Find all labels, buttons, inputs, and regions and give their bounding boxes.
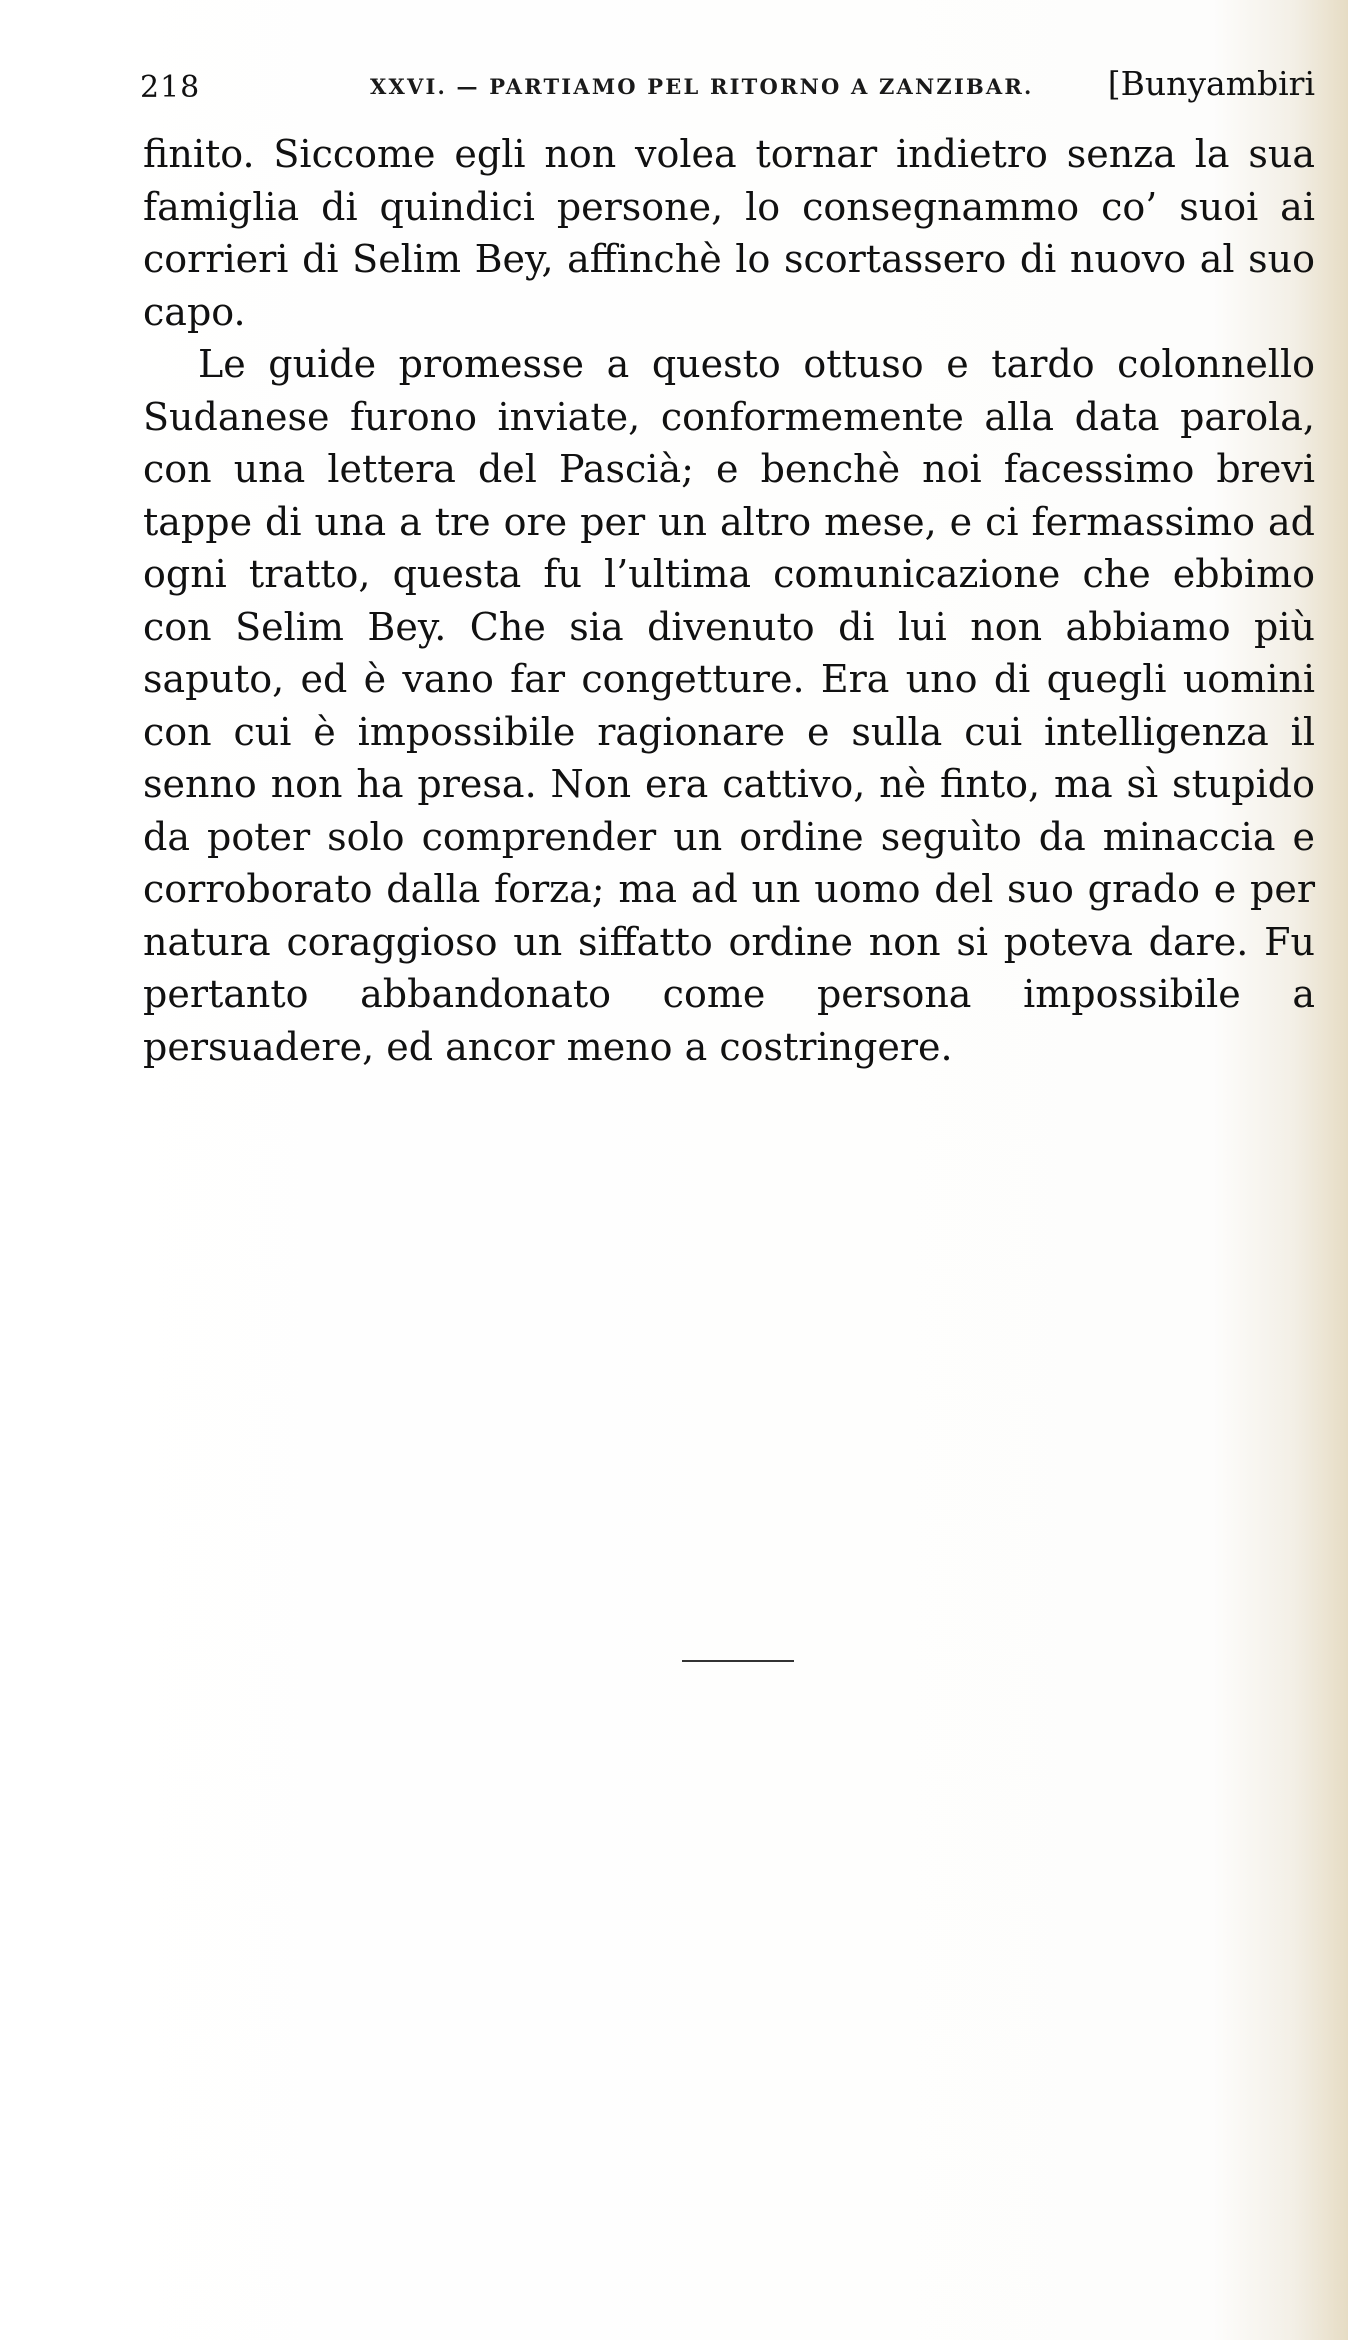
paragraph-selim-bey: Le guide promesse a questo ottuso e tardo colonnello Sudanese furono inviate, conformemente alla data parola, con una lettera del Pascià; e benchè noi facessimo brevi tappe di una a tre ore per un altro mese, e ci fermassimo ad ogni tratto, questa fu l’ultima comunicazione che ebbimo con Selim Bey. Che sia divenuto di lui non abbiamo più saputo, ed è vano far congetture. Era uno di quegli uomini con cui è impossibile ragionare e sulla cui intelligenza il senno non ha presa. Non era cattivo, nè finto, ma sì stupido da poter solo comprender un ordine seguìto da minaccia e corroborato dalla forza; ma ad un uomo del suo grado e per natura coraggioso un siffatto ordine non si poteva dare. Fu pertanto abbandonato come persona impossibile a persuadere, ed ancor meno a costringere.: [143, 342, 1315, 1069]
page-number: 218: [140, 70, 201, 105]
running-tag: [Bunyambiri: [1107, 64, 1315, 103]
page-header: [140, 60, 1315, 120]
chapter-end-rule: [682, 1660, 794, 1662]
body-text: [143, 128, 1315, 1073]
paragraph-continuation: finito. Siccome egli non volea tornar indietro senza la sua famiglia di quindici persone, lo consegnammo co’ suoi ai corrieri di Selim Bey, affinchè lo scortassero di nuovo al suo capo.: [143, 132, 1315, 334]
running-title: XXVI. — PARTIAMO PEL RITORNO A ZANZIBAR.: [370, 74, 1034, 99]
